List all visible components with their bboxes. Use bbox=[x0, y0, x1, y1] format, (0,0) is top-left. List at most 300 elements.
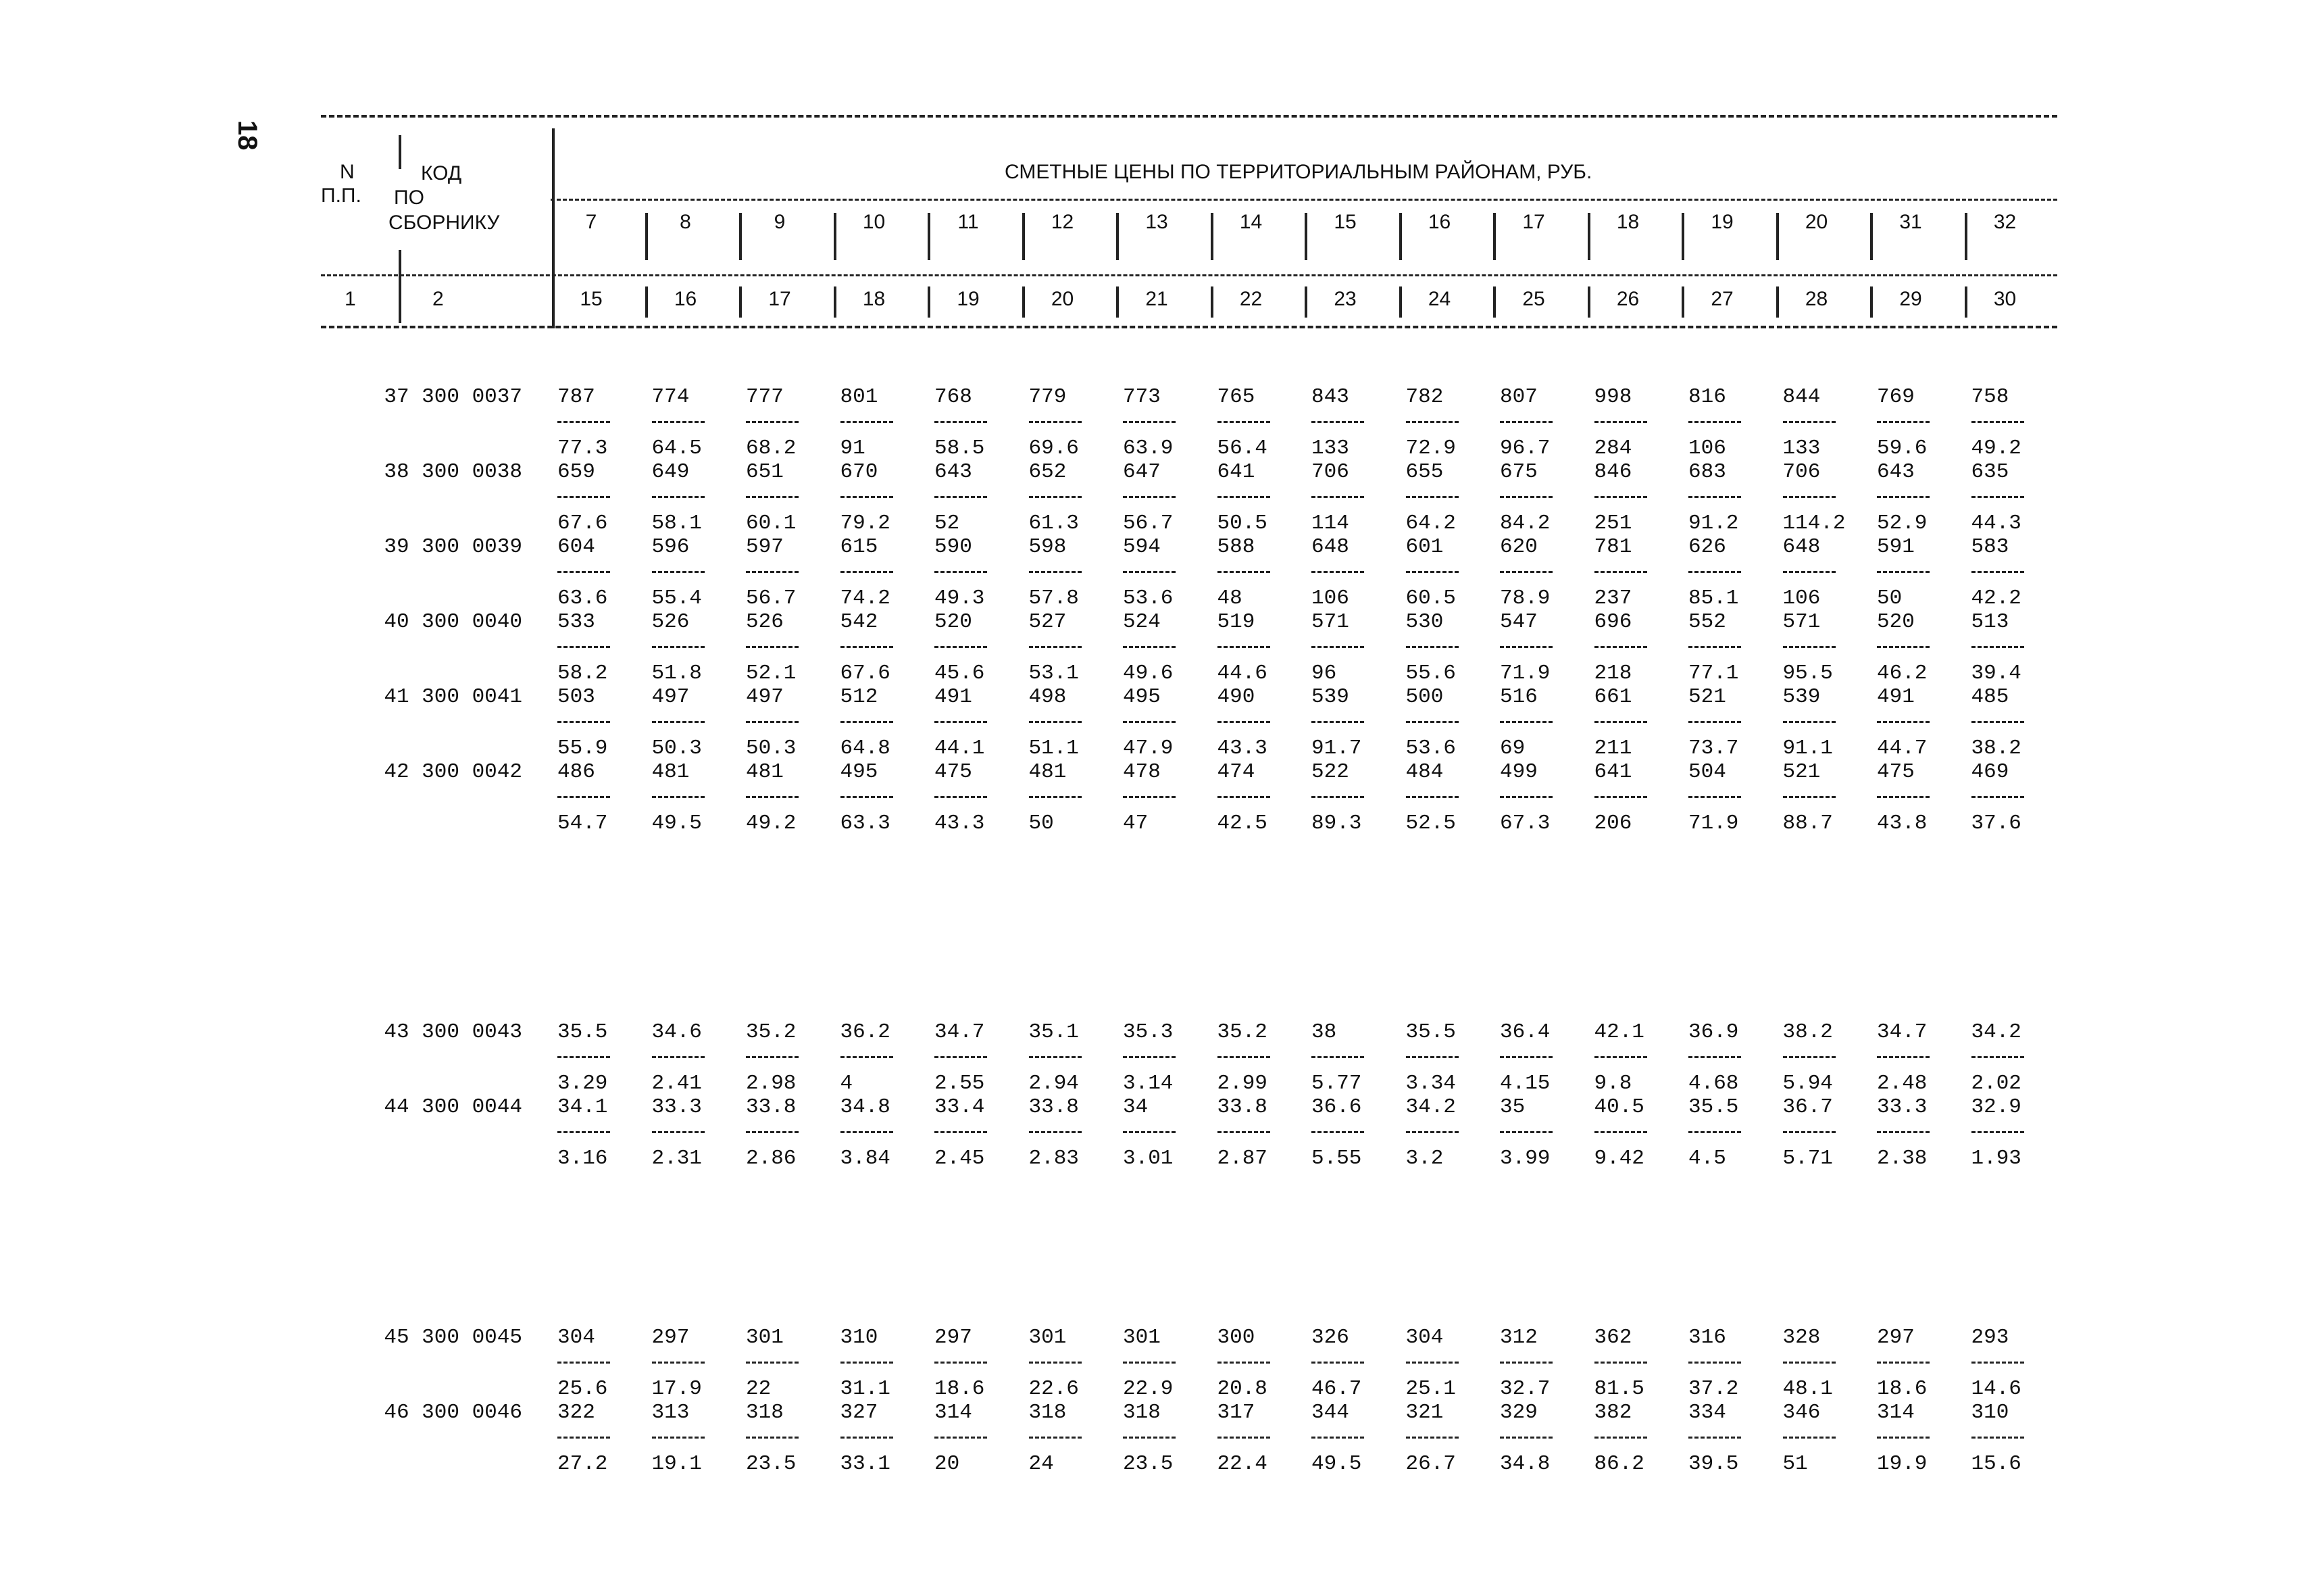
price-subvalue: 114 bbox=[1311, 512, 1349, 535]
index-col-27: 27 bbox=[1711, 288, 1734, 310]
price-value: 498 bbox=[1028, 685, 1067, 709]
price-cell bbox=[840, 385, 928, 460]
price-value: 475 bbox=[934, 760, 972, 784]
price-subvalue: 49.5 bbox=[1311, 1452, 1362, 1476]
price-subvalue: 284 bbox=[1594, 437, 1632, 460]
price-value: 35.5 bbox=[557, 1020, 608, 1044]
fraction-line bbox=[1783, 1437, 1836, 1439]
fraction-line bbox=[1217, 1056, 1270, 1058]
price-value: 304 bbox=[557, 1326, 595, 1349]
price-value: 635 bbox=[1971, 460, 2009, 484]
price-cell bbox=[1877, 535, 1965, 610]
price-value: 36.9 bbox=[1688, 1020, 1739, 1044]
price-cell bbox=[746, 1020, 834, 1095]
fraction-line bbox=[840, 721, 893, 723]
price-cell bbox=[840, 610, 928, 685]
row-label: 45 300 0045 bbox=[384, 1326, 522, 1349]
price-subvalue: 56.4 bbox=[1217, 437, 1267, 460]
fraction-line bbox=[840, 421, 893, 423]
price-value: 33.3 bbox=[1877, 1095, 1928, 1119]
price-subvalue: 77.3 bbox=[557, 437, 608, 460]
price-value: 362 bbox=[1594, 1326, 1632, 1349]
fraction-line bbox=[557, 1437, 610, 1439]
price-cell bbox=[1406, 1326, 1494, 1401]
price-cell bbox=[1217, 460, 1305, 535]
price-subvalue: 251 bbox=[1594, 512, 1632, 535]
price-value: 33.8 bbox=[1217, 1095, 1267, 1119]
price-subvalue: 54.7 bbox=[557, 812, 608, 835]
price-cell bbox=[746, 1095, 834, 1170]
index-col-17: 17 bbox=[768, 288, 791, 310]
fraction-line bbox=[1217, 1437, 1270, 1439]
price-cell bbox=[1123, 460, 1211, 535]
price-cell bbox=[1029, 1326, 1117, 1401]
fraction-line bbox=[1594, 421, 1647, 423]
price-cell bbox=[1123, 760, 1211, 835]
price-subvalue: 27.2 bbox=[557, 1452, 608, 1476]
price-subvalue: 49.6 bbox=[1123, 662, 1174, 685]
price-subvalue: 23.5 bbox=[746, 1452, 797, 1476]
price-value: 651 bbox=[746, 460, 784, 484]
price-subvalue: 64.5 bbox=[651, 437, 702, 460]
fraction-line bbox=[1406, 1131, 1459, 1133]
price-value: 661 bbox=[1594, 685, 1632, 709]
price-value: 34.8 bbox=[840, 1095, 890, 1119]
fraction-line bbox=[1217, 571, 1270, 573]
fraction-line bbox=[1783, 796, 1836, 798]
fraction-line bbox=[1971, 1362, 2024, 1364]
price-cell bbox=[840, 1095, 928, 1170]
price-value: 533 bbox=[557, 610, 595, 634]
price-subvalue: 58.2 bbox=[557, 662, 608, 685]
fraction-line bbox=[746, 1437, 799, 1439]
fraction-line bbox=[1500, 421, 1553, 423]
price-value: 474 bbox=[1217, 760, 1255, 784]
price-value: 807 bbox=[1500, 385, 1538, 409]
price-cell bbox=[1123, 685, 1211, 760]
price-cell bbox=[746, 1401, 834, 1476]
price-subvalue: 58.5 bbox=[934, 437, 985, 460]
region-separator bbox=[1305, 286, 1307, 318]
price-cell bbox=[1029, 1095, 1117, 1170]
fraction-line bbox=[1594, 1362, 1647, 1364]
price-subvalue: 3.14 bbox=[1123, 1072, 1174, 1095]
price-value: 652 bbox=[1028, 460, 1067, 484]
price-cell bbox=[557, 1020, 645, 1095]
price-subvalue: 3.34 bbox=[1405, 1072, 1456, 1095]
fraction-line bbox=[1971, 421, 2024, 423]
price-cell bbox=[1877, 1401, 1965, 1476]
price-cell bbox=[746, 610, 834, 685]
fraction-line bbox=[840, 646, 893, 648]
price-value: 36.6 bbox=[1311, 1095, 1362, 1119]
price-value: 503 bbox=[557, 685, 595, 709]
price-subvalue: 43.8 bbox=[1877, 812, 1928, 835]
price-subvalue: 96 bbox=[1311, 662, 1337, 685]
fraction-line bbox=[934, 646, 987, 648]
price-value: 583 bbox=[1971, 535, 2009, 559]
price-cell bbox=[1783, 685, 1871, 760]
price-value: 33.8 bbox=[1028, 1095, 1079, 1119]
price-subvalue: 50.3 bbox=[651, 737, 702, 760]
fraction-line bbox=[1123, 646, 1176, 648]
top-rule bbox=[321, 115, 2057, 118]
price-cell bbox=[1500, 760, 1588, 835]
fraction-line bbox=[1783, 1131, 1836, 1133]
fraction-line bbox=[557, 796, 610, 798]
price-value: 36.2 bbox=[840, 1020, 890, 1044]
price-subvalue: 218 bbox=[1594, 662, 1632, 685]
price-value: 293 bbox=[1971, 1326, 2009, 1349]
fraction-line bbox=[1029, 646, 1082, 648]
price-value: 33.3 bbox=[651, 1095, 702, 1119]
region-col-14: 14 bbox=[1239, 211, 1263, 233]
price-subvalue: 24 bbox=[1028, 1452, 1054, 1476]
price-subvalue: 22.4 bbox=[1217, 1452, 1267, 1476]
region-separator bbox=[1493, 213, 1496, 260]
fraction-line bbox=[1311, 721, 1364, 723]
fraction-line bbox=[934, 721, 987, 723]
fraction-line bbox=[557, 496, 610, 498]
price-subvalue: 5.77 bbox=[1311, 1072, 1362, 1095]
region-separator bbox=[1870, 286, 1873, 318]
fraction-line bbox=[557, 421, 610, 423]
price-subvalue: 4.15 bbox=[1500, 1072, 1551, 1095]
price-subvalue: 77.1 bbox=[1688, 662, 1739, 685]
price-cell bbox=[1217, 1095, 1305, 1170]
fraction-line bbox=[1688, 571, 1741, 573]
fraction-line bbox=[1877, 1056, 1930, 1058]
fraction-line bbox=[1877, 796, 1930, 798]
fraction-line bbox=[840, 1131, 893, 1133]
fraction-line bbox=[1783, 721, 1836, 723]
price-value: 512 bbox=[840, 685, 878, 709]
price-cell bbox=[1217, 535, 1305, 610]
price-subvalue: 3.01 bbox=[1123, 1147, 1174, 1170]
price-value: 601 bbox=[1405, 535, 1444, 559]
price-cell bbox=[1594, 1020, 1682, 1095]
fraction-line bbox=[1029, 1131, 1082, 1133]
price-subvalue: 106 bbox=[1311, 587, 1349, 610]
price-cell bbox=[1311, 1326, 1399, 1401]
row-label: 39 300 0039 bbox=[384, 535, 522, 559]
fraction-line bbox=[1123, 496, 1176, 498]
price-value: 301 bbox=[1028, 1326, 1067, 1349]
fraction-line bbox=[1311, 646, 1364, 648]
fraction-line bbox=[1029, 1437, 1082, 1439]
price-value: 670 bbox=[840, 460, 878, 484]
price-cell bbox=[557, 535, 645, 610]
fraction-line bbox=[1217, 721, 1270, 723]
price-value: 647 bbox=[1123, 460, 1161, 484]
price-cell bbox=[1406, 610, 1494, 685]
row-label: 41 300 0041 bbox=[384, 685, 522, 709]
price-cell bbox=[1783, 1401, 1871, 1476]
price-subvalue: 91.2 bbox=[1688, 512, 1739, 535]
price-subvalue: 2.41 bbox=[651, 1072, 702, 1095]
price-value: 801 bbox=[840, 385, 878, 409]
price-cell bbox=[934, 1401, 1022, 1476]
price-cell bbox=[557, 685, 645, 760]
price-value: 328 bbox=[1782, 1326, 1821, 1349]
price-subvalue: 53.6 bbox=[1405, 737, 1456, 760]
fraction-line bbox=[1311, 1362, 1364, 1364]
fraction-line bbox=[1971, 796, 2024, 798]
col-code-label-2: ПО bbox=[394, 186, 424, 209]
region-separator bbox=[1870, 213, 1873, 260]
price-subvalue: 42.5 bbox=[1217, 812, 1267, 835]
fraction-line bbox=[1123, 796, 1176, 798]
region-separator bbox=[928, 286, 930, 318]
price-cell bbox=[1688, 460, 1776, 535]
price-subvalue: 3.84 bbox=[840, 1147, 890, 1170]
price-cell bbox=[1688, 535, 1776, 610]
header-separator bbox=[399, 276, 401, 323]
price-subvalue: 3.29 bbox=[557, 1072, 608, 1095]
row-label: 43 300 0043 bbox=[384, 1020, 522, 1044]
fraction-line bbox=[1406, 1362, 1459, 1364]
price-value: 36.7 bbox=[1782, 1095, 1833, 1119]
price-value: 787 bbox=[557, 385, 595, 409]
price-subvalue: 43.3 bbox=[934, 812, 985, 835]
price-value: 382 bbox=[1594, 1401, 1632, 1424]
price-value: 539 bbox=[1782, 685, 1821, 709]
fraction-line bbox=[1311, 1056, 1364, 1058]
price-subvalue: 22.6 bbox=[1028, 1377, 1079, 1401]
price-value: 521 bbox=[1688, 685, 1726, 709]
fraction-line bbox=[1311, 421, 1364, 423]
fraction-line bbox=[557, 1056, 610, 1058]
fraction-line bbox=[1971, 721, 2024, 723]
price-value: 35.1 bbox=[1028, 1020, 1079, 1044]
price-cell bbox=[1123, 1326, 1211, 1401]
fraction-line bbox=[746, 1362, 799, 1364]
price-value: 620 bbox=[1500, 535, 1538, 559]
price-cell bbox=[1029, 1020, 1117, 1095]
fraction-line bbox=[1123, 571, 1176, 573]
price-cell bbox=[652, 1095, 740, 1170]
fraction-line bbox=[1783, 646, 1836, 648]
price-value: 495 bbox=[1123, 685, 1161, 709]
price-value: 346 bbox=[1782, 1401, 1821, 1424]
table-title: СМЕТНЫЕ ЦЕНЫ ПО ТЕРРИТОРИАЛЬНЫМ РАЙОНАМ, РУБ. bbox=[1005, 161, 1592, 183]
price-subvalue: 15.6 bbox=[1971, 1452, 2021, 1476]
fraction-line bbox=[1971, 1131, 2024, 1133]
price-value: 300 bbox=[1217, 1326, 1255, 1349]
price-value: 34.6 bbox=[651, 1020, 702, 1044]
price-cell bbox=[1311, 535, 1399, 610]
fraction-line bbox=[1500, 1131, 1553, 1133]
price-cell bbox=[1688, 610, 1776, 685]
price-subvalue: 69 bbox=[1500, 737, 1526, 760]
price-cell bbox=[652, 385, 740, 460]
price-cell bbox=[1406, 385, 1494, 460]
price-value: 816 bbox=[1688, 385, 1726, 409]
header-separator bbox=[399, 135, 401, 169]
price-value: 779 bbox=[1028, 385, 1067, 409]
fraction-line bbox=[557, 721, 610, 723]
fraction-line bbox=[1123, 1362, 1176, 1364]
fraction-line bbox=[1594, 1131, 1647, 1133]
price-subvalue: 49.2 bbox=[1971, 437, 2021, 460]
price-cell bbox=[652, 535, 740, 610]
price-cell bbox=[934, 385, 1022, 460]
price-subvalue: 52 bbox=[934, 512, 960, 535]
price-cell bbox=[1123, 385, 1211, 460]
price-cell bbox=[1971, 1095, 2059, 1170]
price-subvalue: 206 bbox=[1594, 812, 1632, 835]
price-value: 42.1 bbox=[1594, 1020, 1644, 1044]
fraction-line bbox=[934, 571, 987, 573]
fraction-line bbox=[557, 1131, 610, 1133]
index-col-18: 18 bbox=[862, 288, 886, 310]
price-value: 317 bbox=[1217, 1401, 1255, 1424]
fraction-line bbox=[1217, 1131, 1270, 1133]
region-separator bbox=[1399, 286, 1402, 318]
price-cell bbox=[557, 385, 645, 460]
fraction-line bbox=[1500, 1437, 1553, 1439]
price-cell bbox=[652, 1020, 740, 1095]
price-value: 530 bbox=[1405, 610, 1444, 634]
price-value: 643 bbox=[934, 460, 972, 484]
fraction-line bbox=[1029, 571, 1082, 573]
price-value: 34 bbox=[1123, 1095, 1149, 1119]
price-value: 626 bbox=[1688, 535, 1726, 559]
price-value: 513 bbox=[1971, 610, 2009, 634]
price-cell bbox=[1406, 1095, 1494, 1170]
price-cell bbox=[1029, 685, 1117, 760]
price-cell bbox=[1783, 760, 1871, 835]
fraction-line bbox=[1877, 1131, 1930, 1133]
price-cell bbox=[1594, 1401, 1682, 1476]
price-value: 321 bbox=[1405, 1401, 1444, 1424]
price-cell bbox=[1971, 685, 2059, 760]
price-subvalue: 91.7 bbox=[1311, 737, 1362, 760]
price-cell bbox=[934, 1020, 1022, 1095]
price-value: 641 bbox=[1217, 460, 1255, 484]
price-value: 598 bbox=[1028, 535, 1067, 559]
price-value: 297 bbox=[934, 1326, 972, 1349]
price-subvalue: 55.6 bbox=[1405, 662, 1456, 685]
price-subvalue: 133 bbox=[1782, 437, 1821, 460]
price-cell bbox=[557, 1326, 645, 1401]
region-separator bbox=[1682, 213, 1684, 260]
header-bottom-rule bbox=[321, 326, 2057, 328]
price-subvalue: 45.6 bbox=[934, 662, 985, 685]
price-value: 316 bbox=[1688, 1326, 1726, 1349]
fraction-line bbox=[1406, 796, 1459, 798]
price-cell bbox=[1783, 1326, 1871, 1401]
price-cell bbox=[1123, 1020, 1211, 1095]
price-value: 33.8 bbox=[746, 1095, 797, 1119]
price-cell bbox=[1971, 1326, 2059, 1401]
price-cell bbox=[1500, 385, 1588, 460]
price-cell bbox=[934, 460, 1022, 535]
price-subvalue: 73.7 bbox=[1688, 737, 1739, 760]
price-value: 322 bbox=[557, 1401, 595, 1424]
price-subvalue: 44.3 bbox=[1971, 512, 2021, 535]
region-col-9: 9 bbox=[774, 211, 786, 233]
region-col-17: 17 bbox=[1522, 211, 1545, 233]
col-code-label-3: СБОРНИКУ bbox=[388, 211, 500, 234]
price-cell bbox=[934, 1326, 1022, 1401]
price-value: 34.7 bbox=[1877, 1020, 1928, 1044]
price-cell bbox=[652, 685, 740, 760]
fraction-line bbox=[652, 1131, 705, 1133]
price-cell bbox=[840, 535, 928, 610]
price-value: 706 bbox=[1311, 460, 1349, 484]
price-cell bbox=[1311, 760, 1399, 835]
price-subvalue: 37.6 bbox=[1971, 812, 2021, 835]
fraction-line bbox=[652, 571, 705, 573]
price-value: 36.4 bbox=[1500, 1020, 1551, 1044]
price-cell bbox=[1500, 1401, 1588, 1476]
region-separator bbox=[1022, 286, 1025, 318]
price-cell bbox=[1311, 460, 1399, 535]
price-value: 758 bbox=[1971, 385, 2009, 409]
price-cell bbox=[557, 1401, 645, 1476]
price-subvalue: 3.99 bbox=[1500, 1147, 1551, 1170]
price-cell bbox=[1594, 610, 1682, 685]
price-subvalue: 9.42 bbox=[1594, 1147, 1644, 1170]
price-subvalue: 39.5 bbox=[1688, 1452, 1739, 1476]
price-subvalue: 133 bbox=[1311, 437, 1349, 460]
fraction-line bbox=[652, 496, 705, 498]
price-value: 32.9 bbox=[1971, 1095, 2021, 1119]
fraction-line bbox=[1406, 571, 1459, 573]
price-value: 469 bbox=[1971, 760, 2009, 784]
price-value: 38 bbox=[1311, 1020, 1337, 1044]
fraction-line bbox=[746, 421, 799, 423]
region-separator bbox=[1211, 213, 1213, 260]
price-value: 304 bbox=[1405, 1326, 1444, 1349]
price-subvalue: 64.2 bbox=[1405, 512, 1456, 535]
price-subvalue: 49.5 bbox=[651, 812, 702, 835]
price-cell bbox=[1311, 1401, 1399, 1476]
price-subvalue: 51.8 bbox=[651, 662, 702, 685]
price-cell bbox=[840, 760, 928, 835]
price-value: 34.1 bbox=[557, 1095, 608, 1119]
row-label: 38 300 0038 bbox=[384, 460, 522, 484]
price-value: 35.2 bbox=[746, 1020, 797, 1044]
price-subvalue: 49.3 bbox=[934, 587, 985, 610]
price-cell bbox=[840, 1326, 928, 1401]
header-separator bbox=[552, 128, 555, 328]
fraction-line bbox=[1123, 1131, 1176, 1133]
price-subvalue: 67.6 bbox=[557, 512, 608, 535]
price-subvalue: 79.2 bbox=[840, 512, 890, 535]
price-subvalue: 5.71 bbox=[1782, 1147, 1833, 1170]
fraction-line bbox=[1029, 796, 1082, 798]
price-value: 655 bbox=[1405, 460, 1444, 484]
region-separator bbox=[1305, 213, 1307, 260]
price-subvalue: 114.2 bbox=[1782, 512, 1846, 535]
col-code-label-1: КОД bbox=[421, 162, 462, 184]
row-label: 44 300 0044 bbox=[384, 1095, 522, 1119]
price-value: 481 bbox=[651, 760, 690, 784]
price-cell bbox=[1123, 1095, 1211, 1170]
price-cell bbox=[1406, 1020, 1494, 1095]
price-subvalue: 4.5 bbox=[1688, 1147, 1726, 1170]
price-subvalue: 47.9 bbox=[1123, 737, 1174, 760]
price-subvalue: 47 bbox=[1123, 812, 1149, 835]
price-subvalue: 17.9 bbox=[651, 1377, 702, 1401]
fraction-line bbox=[1406, 496, 1459, 498]
price-subvalue: 9.8 bbox=[1594, 1072, 1632, 1095]
price-subvalue: 60.5 bbox=[1405, 587, 1456, 610]
index-col-22: 22 bbox=[1239, 288, 1263, 310]
fraction-line bbox=[1217, 496, 1270, 498]
